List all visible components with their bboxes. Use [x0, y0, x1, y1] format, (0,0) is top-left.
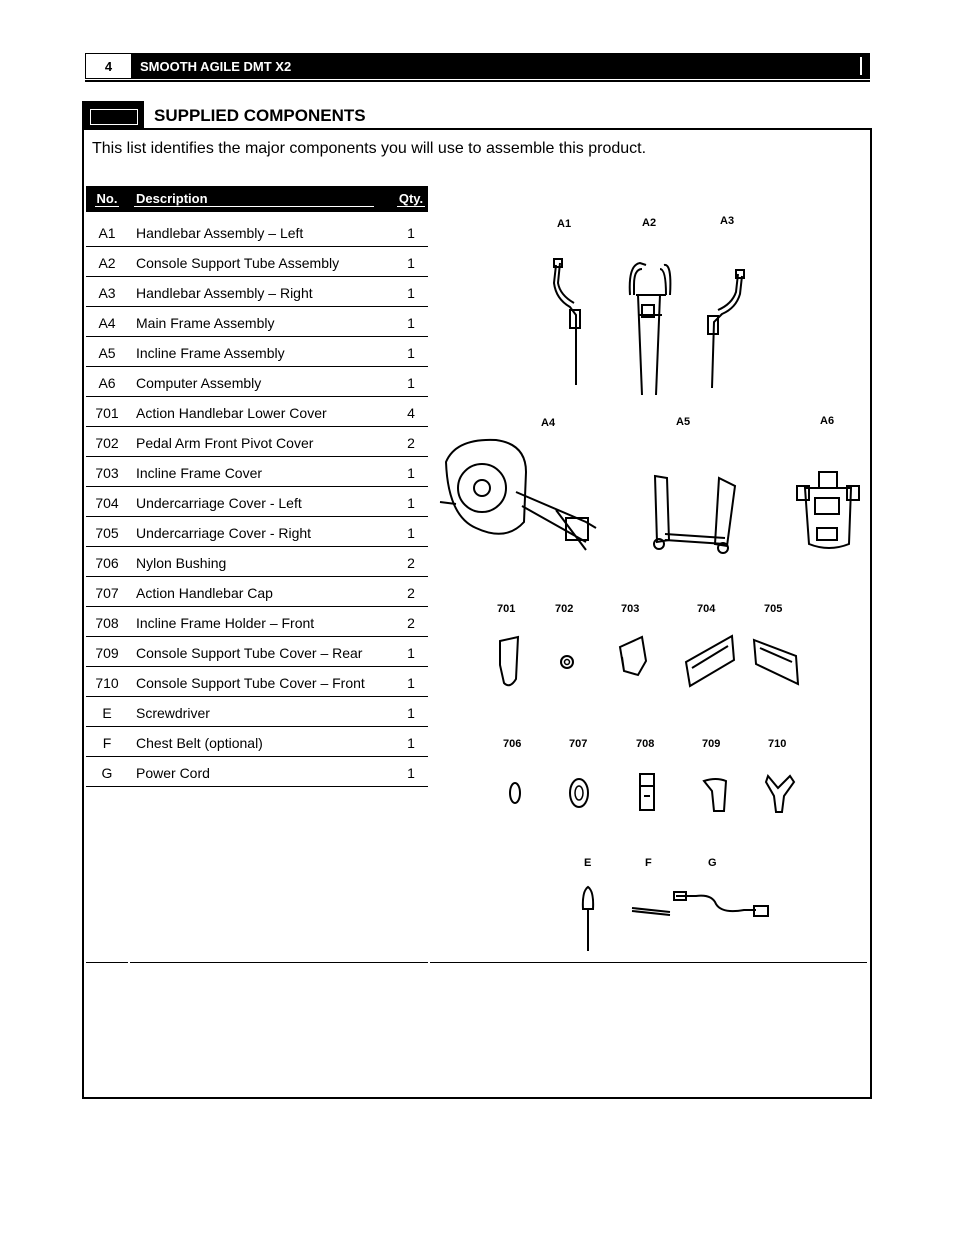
part-description: Incline Frame Cover	[128, 457, 394, 487]
part-description: Power Cord	[128, 757, 394, 787]
part-number: 703	[86, 457, 128, 487]
part-708-drawing	[634, 772, 660, 816]
table-row	[86, 697, 428, 727]
label-a6: A6	[820, 415, 835, 427]
part-quantity: 2	[394, 427, 428, 457]
part-description: Action Handlebar Cap	[128, 577, 394, 607]
header-rule	[85, 80, 870, 82]
part-description: Action Handlebar Lower Cover	[128, 397, 394, 427]
table-row	[86, 547, 428, 577]
chest-belt-drawing	[630, 900, 674, 918]
part-quantity: 1	[394, 307, 428, 337]
part-number: F	[86, 727, 128, 757]
part-description: Pedal Arm Front Pivot Cover	[128, 427, 394, 457]
label-f: F	[645, 857, 652, 869]
power-cord-drawing	[672, 890, 772, 922]
label-701: 701	[497, 603, 516, 615]
label-708: 708	[636, 738, 655, 750]
label-709: 709	[702, 738, 721, 750]
section-marker	[82, 101, 144, 129]
part-number: 702	[86, 427, 128, 457]
col-description: Description	[128, 186, 394, 212]
part-number: A3	[86, 277, 128, 307]
part-703-drawing	[614, 635, 650, 679]
handlebar-left-drawing	[540, 255, 600, 390]
part-description: Incline Frame Assembly	[128, 337, 394, 367]
part-number: 701	[86, 397, 128, 427]
label-e: E	[584, 857, 592, 869]
label-704: 704	[697, 603, 716, 615]
page-number: 4	[85, 53, 132, 79]
part-704-drawing	[682, 632, 738, 690]
screwdriver-drawing	[578, 885, 598, 955]
part-description: Computer Assembly	[128, 367, 394, 397]
part-number: 710	[86, 667, 128, 697]
table-row	[86, 577, 428, 607]
label-710: 710	[768, 738, 787, 750]
part-description: Handlebar Assembly – Right	[128, 277, 394, 307]
table-header-row	[86, 186, 428, 212]
header-bar-tick	[860, 57, 862, 75]
incline-frame-drawing	[645, 472, 745, 554]
part-number: A1	[86, 217, 128, 247]
part-quantity: 1	[394, 367, 428, 397]
console-support-tube-drawing	[620, 255, 680, 400]
table-row	[86, 307, 428, 337]
part-number: A2	[86, 247, 128, 277]
table-end-rule	[130, 962, 428, 963]
intro-text: This list identifies the major components you will use to assemble this product.	[92, 140, 647, 157]
part-701-drawing	[494, 635, 524, 690]
part-number: 704	[86, 487, 128, 517]
col-no: No.	[86, 186, 128, 212]
table-row	[86, 247, 428, 277]
part-description: Undercarriage Cover - Left	[128, 487, 394, 517]
part-number: G	[86, 757, 128, 787]
part-description: Console Support Tube Cover – Front	[128, 667, 394, 697]
table-row	[86, 487, 428, 517]
product-title-bar	[132, 53, 870, 79]
part-quantity: 1	[394, 277, 428, 307]
table-row	[86, 727, 428, 757]
product-title: SMOOTH AGILE DMT X2	[140, 59, 292, 74]
table-end-rule	[86, 962, 128, 963]
part-number: A5	[86, 337, 128, 367]
part-description: Main Frame Assembly	[128, 307, 394, 337]
main-frame-drawing	[436, 432, 606, 557]
part-710-drawing	[764, 772, 796, 816]
part-702-drawing	[558, 653, 576, 671]
part-quantity: 1	[394, 727, 428, 757]
part-706-drawing	[506, 780, 524, 806]
section-title: SUPPLIED COMPONENTS	[154, 106, 366, 125]
part-quantity: 1	[394, 517, 428, 547]
part-description: Incline Frame Holder – Front	[128, 607, 394, 637]
part-number: E	[86, 697, 128, 727]
col-qty: Qty.	[394, 186, 428, 212]
part-quantity: 1	[394, 487, 428, 517]
label-705: 705	[764, 603, 783, 615]
part-description: Nylon Bushing	[128, 547, 394, 577]
part-description: Handlebar Assembly – Left	[128, 217, 394, 247]
part-description: Console Support Tube Assembly	[128, 247, 394, 277]
label-g: G	[708, 857, 717, 869]
part-description: Screwdriver	[128, 697, 394, 727]
part-number: 707	[86, 577, 128, 607]
part-quantity: 1	[394, 457, 428, 487]
part-quantity: 1	[394, 667, 428, 697]
label-a2: A2	[642, 217, 657, 229]
part-705-drawing	[750, 632, 804, 690]
part-quantity: 2	[394, 607, 428, 637]
table-row	[86, 667, 428, 697]
part-quantity: 1	[394, 697, 428, 727]
table-row	[86, 277, 428, 307]
table-row	[86, 427, 428, 457]
computer-console-drawing	[795, 468, 860, 553]
part-707-drawing	[566, 775, 592, 811]
part-quantity: 4	[394, 397, 428, 427]
table-row	[86, 637, 428, 667]
part-number: A4	[86, 307, 128, 337]
label-703: 703	[621, 603, 640, 615]
table-row	[86, 367, 428, 397]
label-a5: A5	[676, 416, 691, 428]
label-707: 707	[569, 738, 588, 750]
part-description: Undercarriage Cover - Right	[128, 517, 394, 547]
part-709-drawing	[700, 775, 730, 815]
part-quantity: 1	[394, 757, 428, 787]
label-a3: A3	[720, 215, 735, 227]
part-quantity: 2	[394, 577, 428, 607]
table-row	[86, 217, 428, 247]
part-description: Console Support Tube Cover – Rear	[128, 637, 394, 667]
label-706: 706	[503, 738, 522, 750]
table-row	[86, 397, 428, 427]
label-a1: A1	[557, 218, 572, 230]
part-description: Chest Belt (optional)	[128, 727, 394, 757]
part-number: 708	[86, 607, 128, 637]
part-number: 709	[86, 637, 128, 667]
components-table	[86, 186, 428, 787]
figure-end-rule	[430, 962, 867, 963]
part-quantity: 1	[394, 637, 428, 667]
table-row	[86, 457, 428, 487]
handlebar-right-drawing	[698, 268, 758, 393]
part-number: 706	[86, 547, 128, 577]
table-row	[86, 517, 428, 547]
page-header	[85, 53, 870, 79]
section-heading	[82, 101, 872, 129]
part-number: 705	[86, 517, 128, 547]
table-row	[86, 337, 428, 367]
part-quantity: 1	[394, 217, 428, 247]
part-quantity: 1	[394, 247, 428, 277]
label-a4: A4	[541, 417, 556, 429]
table-row	[86, 757, 428, 787]
table-row	[86, 607, 428, 637]
label-702: 702	[555, 603, 574, 615]
part-number: A6	[86, 367, 128, 397]
part-quantity: 1	[394, 337, 428, 367]
part-quantity: 2	[394, 547, 428, 577]
